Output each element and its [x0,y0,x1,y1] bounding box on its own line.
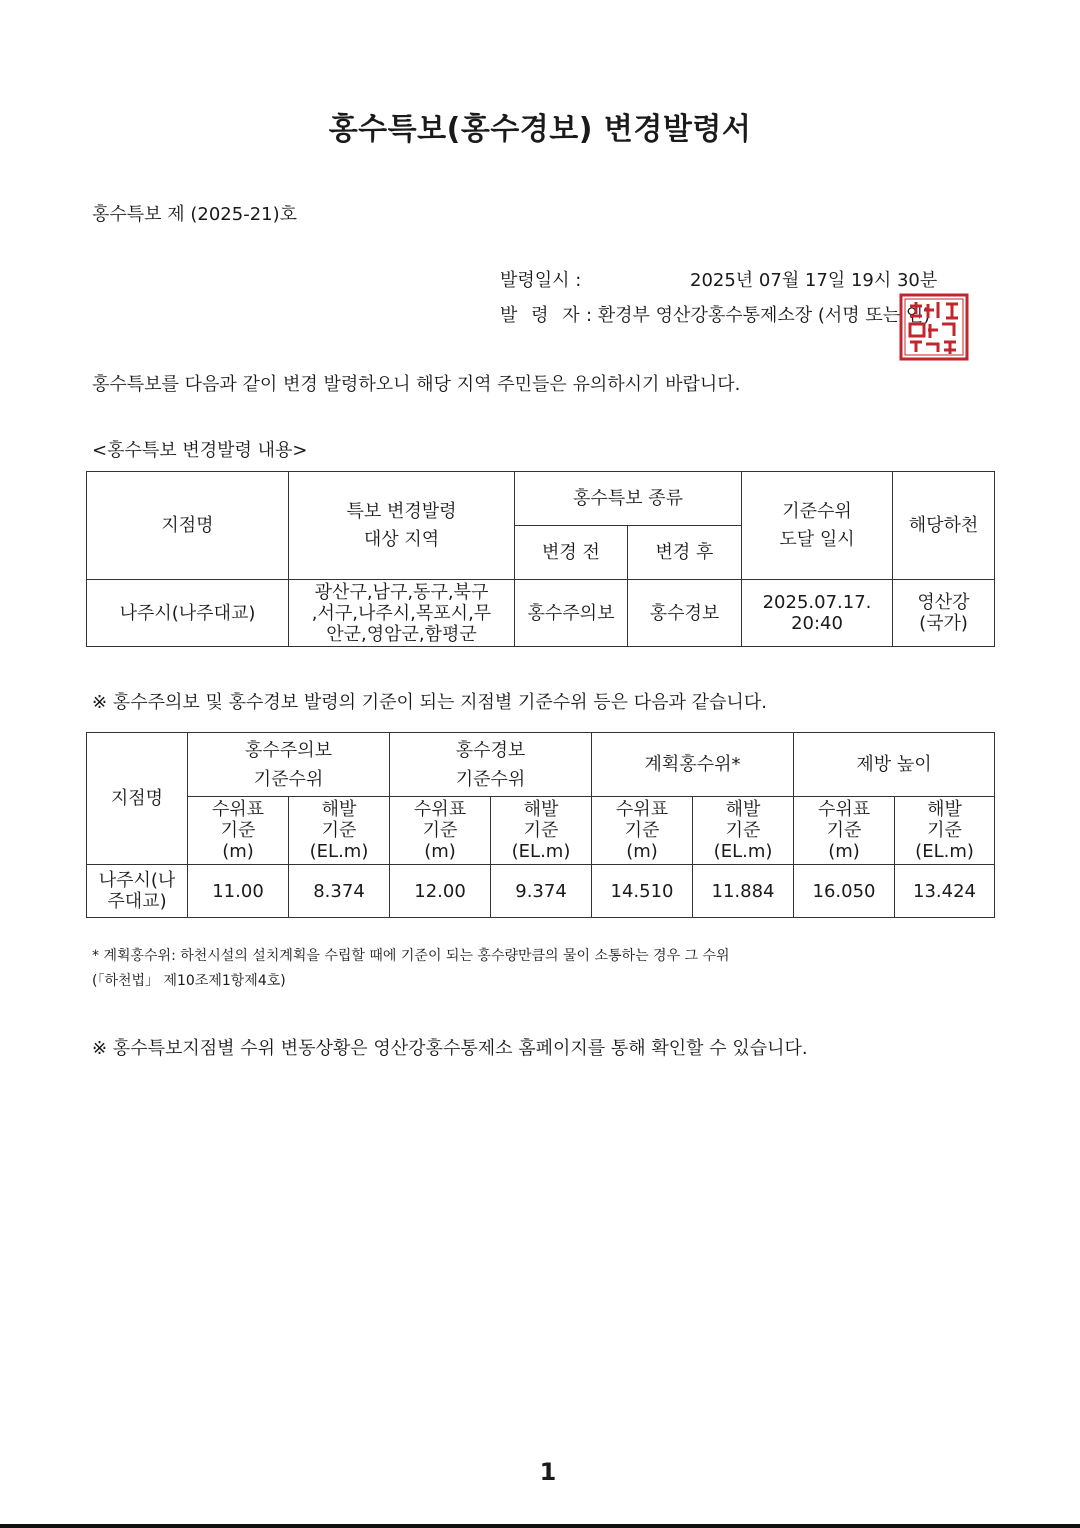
t2-row-station [87,865,188,918]
header-area [289,472,515,580]
gauge-line3: (m) [626,841,658,862]
t2-warning-gauge-value: 12.00 [390,865,491,918]
official-seal [898,292,970,362]
issue-datetime-value: 2025년 07월 17일 19시 30분 [690,270,938,291]
notice-table [86,471,995,647]
t2-header-watch-line1: 홍수주의보 [245,739,332,761]
t2-row-station-line2: 주대교) [107,891,167,912]
row-reach [742,580,893,647]
sea-line2: 기준 [321,820,357,841]
sea-line1: 해발 [523,799,559,820]
website-note: ※ 홍수특보지점별 수위 변동상황은 영산강홍수통제소 홈페이지를 통해 확인할 수 있습니다. [92,1038,808,1059]
t2-row-station-line1: 나주시(나 [98,870,176,891]
row-reach-line2: 20:40 [791,613,843,634]
header-after: 변경 후 [628,526,742,580]
t2-planned-sea-value: 11.884 [693,865,794,918]
row-river-line1: 영산강 [917,592,970,613]
t2-header-station: 지점명 [87,733,188,865]
row-after: 홍수경보 [628,580,742,647]
t2-sub-sea [895,797,995,865]
issuer-label: 발 령 자 [500,305,584,326]
t2-watch-gauge-value: 11.00 [188,865,289,918]
t2-header-levee: 제방 높이 [794,733,995,797]
t2-header-warning-line2: 기준수위 [455,768,526,790]
t2-data-row [87,865,995,918]
gauge-line2: 기준 [826,820,862,841]
sea-line1: 해발 [725,799,761,820]
t2-levee-gauge-value: 16.050 [794,865,895,918]
t2-planned-gauge-value: 14.510 [592,865,693,918]
sea-line1: 해발 [927,799,962,820]
gauge-line2: 기준 [624,820,660,841]
t2-sub-sea [491,797,592,865]
row-station: 나주시(나주대교) [87,580,289,647]
gauge-line1: 수위표 [413,799,467,820]
sea-line2: 기준 [725,820,761,841]
row-reach-line1: 2025.07.17. [762,592,872,613]
notice-number: 홍수특보 제 (2025-21)호 [92,204,298,225]
t2-sub-gauge [592,797,693,865]
t2-watch-sea-value: 8.374 [289,865,390,918]
t2-sub-gauge [794,797,895,865]
footnote-line2: (「하천법」 제10조제1항제4호) [92,973,286,989]
t2-header-watch-line2: 기준수위 [253,768,324,790]
footnote-line1: * 계획홍수위: 하천시설의 설치계획을 수립할 때에 기준이 되는 홍수량만큼의 물이 소통하는 경우 그 수위 [92,948,730,964]
sea-line3: (EL.m) [511,841,571,862]
gauge-line3: (m) [222,841,254,862]
t2-sub-gauge [188,797,289,865]
row-before: 홍수주의보 [515,580,628,647]
header-station: 지점명 [87,472,289,580]
gauge-line3: (m) [424,841,456,862]
t2-subheader-row [87,797,995,865]
row-river [893,580,995,647]
sea-line2: 기준 [927,820,962,841]
header-area-line2: 대상 지역 [363,528,440,550]
page-bottom-rule [0,1524,1080,1528]
t2-sub-sea [289,797,390,865]
t2-levee-sea-value: 13.424 [895,865,995,918]
section-title: <홍수특보 변경발령 내용> [92,440,308,461]
sea-line3: (EL.m) [915,841,974,862]
t2-sub-sea [693,797,794,865]
intro-text: 홍수특보를 다음과 같이 변경 발령하오니 해당 지역 주민들은 유의하시기 바랍니다. [92,374,741,395]
issuer-value: : 환경부 영산강홍수통제소장 (서명 또는 인) [586,305,931,326]
row-area [289,580,515,647]
gauge-line2: 기준 [220,820,256,841]
row-area-line3: 안군,영암군,함평군 [326,623,477,645]
t2-header-planned: 계획홍수위* [592,733,794,797]
t2-header-warning-line1: 홍수경보 [455,739,526,761]
header-reach [742,472,893,580]
sea-line3: (EL.m) [713,841,773,862]
gauge-line2: 기준 [422,820,458,841]
gauge-line1: 수위표 [211,799,265,820]
gauge-line3: (m) [828,841,860,862]
t2-sub-gauge [390,797,491,865]
t2-header-warning [390,733,592,797]
row-area-line1: 광산구,남구,동구,북구 [314,581,489,603]
row-river-line2: (국가) [919,613,968,634]
header-before: 변경 전 [515,526,628,580]
page-title: 홍수특보(홍수경보) 변경발령서 [328,112,752,147]
header-type: 홍수특보 종류 [515,472,742,526]
criteria-note: ※ 홍수주의보 및 홍수경보 발령의 기준이 되는 지점별 기준수위 등은 다음과 같습니다. [92,692,767,713]
header-river: 해당하천 [893,472,995,580]
gauge-line1: 수위표 [817,799,871,820]
row-area-line2: ,서구,나주시,목포시,무 [311,602,492,624]
sea-line3: (EL.m) [309,841,369,862]
criteria-table [86,732,995,918]
t2-warning-sea-value: 9.374 [491,865,592,918]
header-reach-line2: 도달 일시 [779,528,855,550]
gauge-line1: 수위표 [615,799,669,820]
header-area-line1: 특보 변경발령 [346,500,457,522]
issue-datetime-label: 발령일시 : [500,270,582,291]
header-reach-line1: 기준수위 [782,500,852,522]
page-number: 1 [539,1458,557,1486]
t2-header-watch [188,733,390,797]
sea-line2: 기준 [523,820,559,841]
sea-line1: 해발 [321,799,357,820]
